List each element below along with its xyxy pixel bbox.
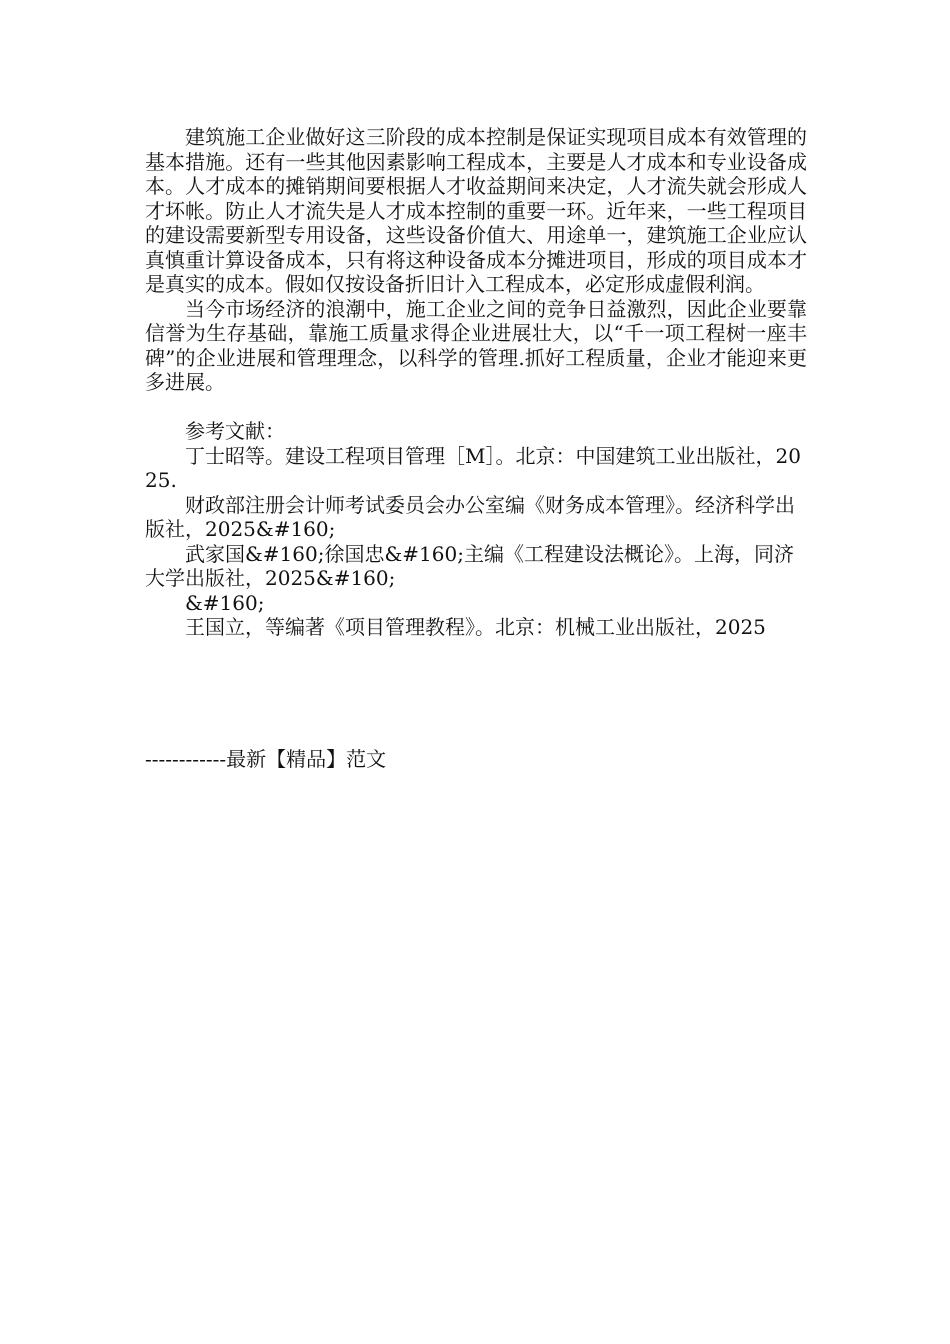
reference-item-4: &#160;	[185, 590, 265, 615]
reference-item-1: 丁士昭等。建设工程项目管理［M］。北京：中国建筑工业出版社，2025.	[145, 443, 801, 492]
reference-item-3: 武家国&#160;徐国忠&#160;主编《工程建设法概论》。上海，同济大学出版社，2025&#160;	[145, 541, 794, 590]
spacer	[145, 395, 807, 420]
document-body	[145, 125, 807, 640]
reference-item-5: 王国立，等编著《项目管理教程》。北京：机械工业出版社，2025	[185, 615, 766, 639]
references-heading: 参考文献：	[185, 419, 285, 443]
reference-item-2: 财政部注册会计师考试委员会办公室编《财务成本管理》。经济科学出版社，2025&#160;	[145, 492, 795, 541]
body-paragraph-2: 当今市场经济的浪潮中，施工企业之间的竞争日益激烈，因此企业要靠信誉为生存基础，靠施工质量求得企业进展壮大，以“千一项工程树一座丰碑”的企业进展和管理理念，以科学的管理.抓好工程质量，企业才能迎来更多进展。	[145, 296, 807, 394]
footer-banner: ------------最新【精品】范文	[145, 747, 387, 771]
body-paragraph-1: 建筑施工企业做好这三阶段的成本控制是保证实现项目成本有效管理的基本措施。还有一些其他因素影响工程成本，主要是人才成本和专业设备成本。人才成本的摊销期间要根据人才收益期间来决定，人才流失就会形成人才坏帐。防止人才流失是人才成本控制的重要一环。近年来，一些工程项目的建设需要新型专用设备，这些设备价值大、用途单一，建筑施工企业应认真慎重计算设备成本，只有将这种设备成本分摊进项目，形成的项目成本才是真实的成本。假如仅按设备折旧计入工程成本，必定形成虚假利润。	[145, 125, 807, 296]
